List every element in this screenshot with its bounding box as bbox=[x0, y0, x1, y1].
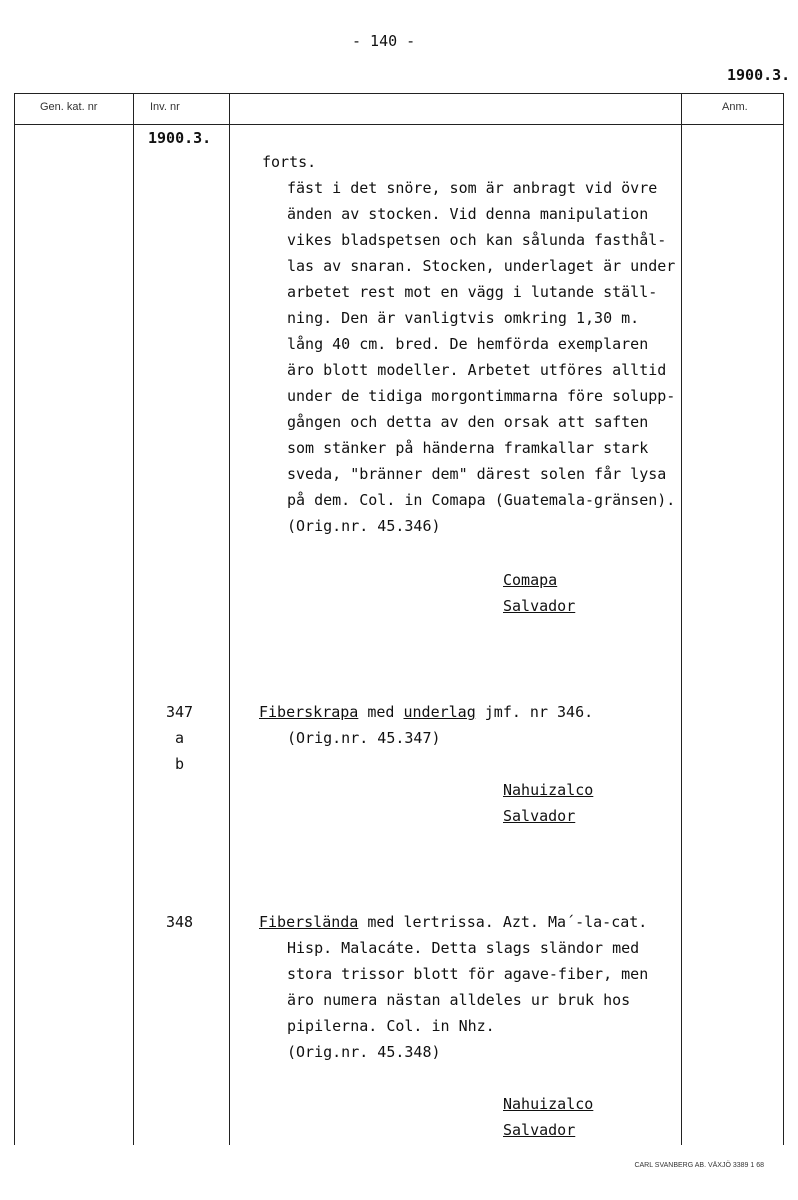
text-line: vikes bladspetsen och kan sålunda fasthål- bbox=[287, 231, 667, 249]
text-line: fäst i det snöre, som är anbragt vid övre bbox=[287, 179, 658, 197]
column-header-gen-kat: Gen. kat. nr bbox=[40, 101, 98, 113]
text-line: arbetet rest mot en vägg i lutande ställ- bbox=[287, 283, 658, 301]
text-line: under de tidiga morgontimmarna före solupp- bbox=[287, 387, 676, 405]
text-line: äro numera nästan alldeles ur bruk hos bbox=[287, 991, 631, 1009]
place-name: Nahuizalco bbox=[503, 781, 594, 799]
text-line: som stänker på händerna framkallar stark bbox=[287, 439, 649, 457]
column-divider-anm bbox=[681, 93, 682, 1145]
text-line: äro blott modeller. Arbetet utföres alltid bbox=[287, 361, 667, 379]
text-line: gången och detta av den orsak att saften bbox=[287, 413, 649, 431]
entry-title-line bbox=[259, 702, 593, 722]
place-name: Nahuizalco bbox=[503, 1095, 594, 1113]
text-line: lång 40 cm. bred. De hemförda exemplaren bbox=[287, 335, 649, 353]
continuation-label: forts. bbox=[262, 153, 317, 171]
text-line: las av snaran. Stocken, underlaget är under bbox=[287, 257, 676, 275]
text-line: änden av stocken. Vid denna manipulation bbox=[287, 205, 649, 223]
column-header-anm: Anm. bbox=[722, 101, 748, 113]
text-line: på dem. Col. in Comapa (Guatemala-gränsen). bbox=[287, 491, 676, 509]
table-right-rule bbox=[783, 93, 784, 1145]
inv-number: 348 bbox=[166, 913, 194, 931]
printer-mark: CARL SVANBERG AB. VÄXJÖ 3389 1 68 bbox=[634, 1162, 764, 1169]
text-line: ning. Den är vanligtvis omkring 1,30 m. bbox=[287, 309, 640, 327]
inv-number: 1900.3. bbox=[148, 129, 212, 147]
text-line: Hisp. Malacáte. Detta slags sländor med bbox=[287, 939, 640, 957]
title-text: med lertrissa. Azt. Ma´-la-cat. bbox=[358, 913, 648, 931]
object-part: underlag bbox=[403, 703, 476, 721]
country-name: Salvador bbox=[503, 1121, 576, 1139]
catalog-reference: 1900.3. bbox=[727, 66, 791, 84]
column-header-inv-nr: Inv. nr bbox=[150, 101, 180, 113]
country-name: Salvador bbox=[503, 807, 576, 825]
entry-title-line bbox=[259, 912, 647, 932]
orig-number: (Orig.nr. 45.346) bbox=[287, 517, 441, 535]
title-text: med bbox=[358, 703, 404, 721]
object-name: Fiberskrapa bbox=[259, 703, 359, 721]
place-name: Comapa bbox=[503, 571, 558, 589]
orig-number: (Orig.nr. 45.347) bbox=[287, 729, 441, 747]
text-line: pipilerna. Col. in Nhz. bbox=[287, 1017, 495, 1035]
inv-sub-letter: a bbox=[175, 729, 185, 747]
inv-number: 347 bbox=[166, 703, 194, 721]
table-header-rule bbox=[14, 124, 784, 125]
object-name: Fibersländа bbox=[259, 913, 359, 931]
country-name: Salvador bbox=[503, 597, 576, 615]
title-text: jmf. nr 346. bbox=[475, 703, 594, 721]
column-divider-inv bbox=[133, 93, 134, 1145]
orig-number: (Orig.nr. 45.348) bbox=[287, 1043, 441, 1061]
table-left-rule bbox=[14, 93, 15, 1145]
page-number: - 140 - bbox=[352, 32, 416, 50]
table-top-rule bbox=[14, 93, 784, 94]
inv-sub-letter: b bbox=[175, 755, 185, 773]
column-divider-text bbox=[229, 93, 230, 1145]
text-line: stora trissor blott för agave-fiber, men bbox=[287, 965, 649, 983]
text-line: sveda, "bränner dem" därest solen får lysa bbox=[287, 465, 667, 483]
